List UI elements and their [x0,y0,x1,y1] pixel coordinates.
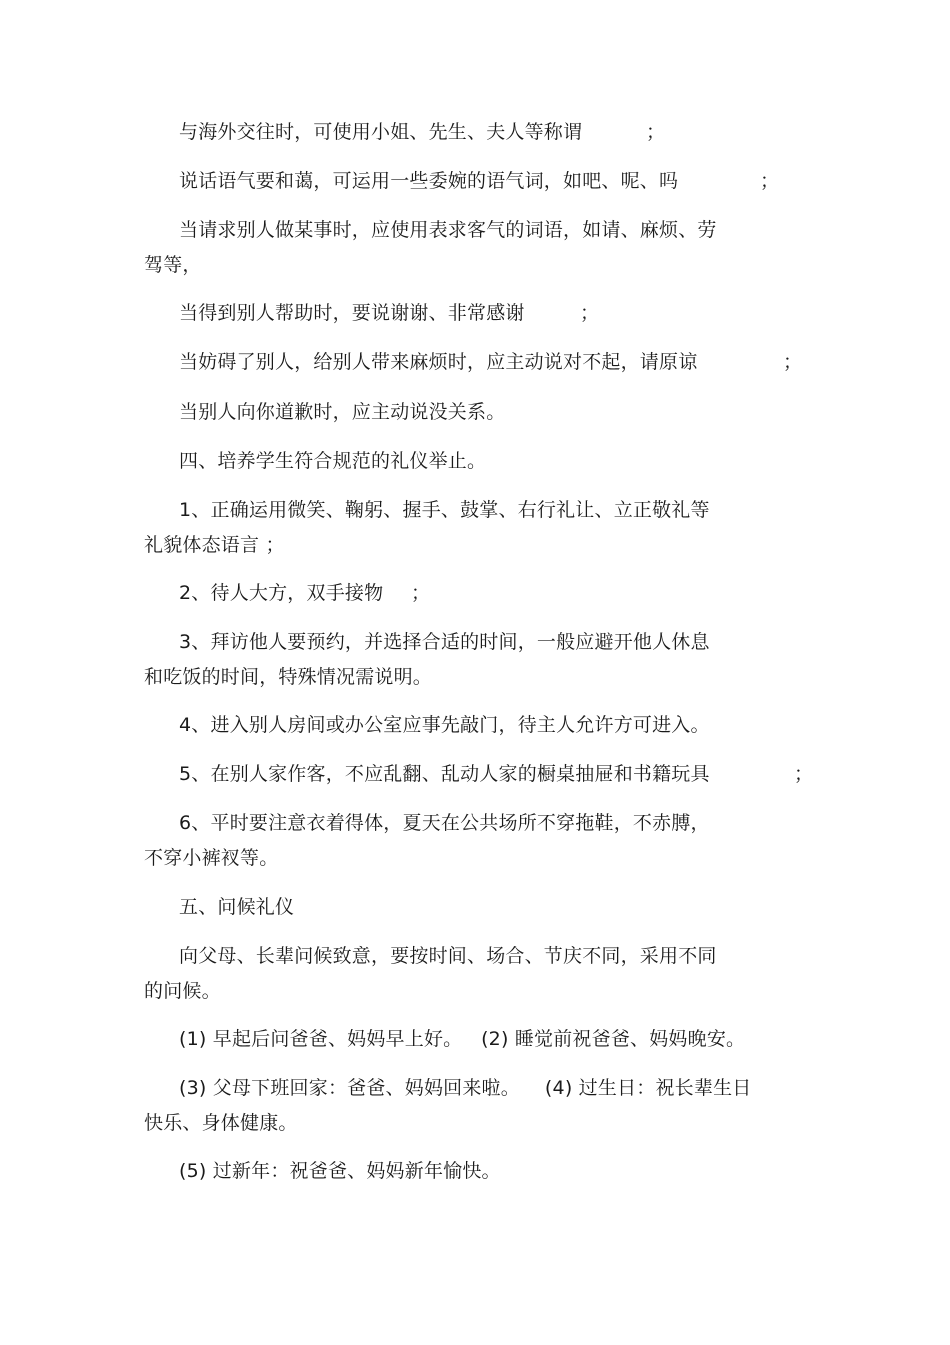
section-heading: 四、培养学生符合规范的礼仪举止。 [179,450,487,472]
paragraph-line: 向父母、长辈问候致意，要按时间、场合、节庆不同，采用不同 [179,945,717,967]
list-item-line: 3、拜访他人要预约，并选择合适的时间，一般应避开他人休息 [179,631,710,653]
list-item-line: 1、正确运用微笑、鞠躬、握手、鼓掌、右行礼让、立正敬礼等 [179,499,710,521]
list-item-line: 5、在别人家作客，不应乱翻、乱动人家的橱桌抽屉和书籍玩具 [179,763,710,785]
paragraph-semicolon: ； [783,351,803,373]
greeting-item-line: (3) 父母下班回家：爸爸、妈妈回来啦。 (4) 过生日：祝长辈生日 [179,1077,752,1099]
paragraph-line: 当得到别人帮助时，要说谢谢、非常感谢 [179,302,525,324]
paragraph-line: 当妨碍了别人，给别人带来麻烦时，应主动说对不起，请原谅 [179,351,698,373]
paragraph-line: 与海外交往时，可使用小姐、先生、夫人等称谓 [179,121,583,143]
greeting-item-line: 快乐、身体健康。 [144,1112,298,1134]
paragraph-semicolon: ； [580,302,600,324]
list-item-line: 4、进入别人房间或办公室应事先敲门，待主人允许方可进入。 [179,714,710,736]
list-item-line: 2、待人大方，双手接物 [179,582,384,604]
paragraph-line: 当请求别人做某事时，应使用表求客气的词语，如请、麻烦、劳 [179,219,717,241]
paragraph-semicolon: ； [411,582,431,604]
paragraph-line: 驾等， [144,254,202,276]
paragraph-semicolon: ； [794,763,814,785]
greeting-item-line: (1) 早起后问爸爸、妈妈早上好。 (2) 睡觉前祝爸爸、妈妈晚安。 [179,1028,746,1050]
paragraph-semicolon: ； [760,170,780,192]
greeting-item-line: (5) 过新年：祝爸爸、妈妈新年愉快。 [179,1160,501,1182]
list-item-line: 不穿小裤衩等。 [144,847,279,869]
paragraph-line: 当别人向你道歉时，应主动说没关系。 [179,401,506,423]
list-item-line: 礼貌体态语言 ； [144,534,285,556]
list-item-line: 6、平时要注意衣着得体，夏天在公共场所不穿拖鞋，不赤膊， [179,812,710,834]
paragraph-line: 说话语气要和蔼，可运用一些委婉的语气词，如吧、呢、吗 [179,170,679,192]
paragraph-semicolon: ； [646,121,666,143]
paragraph-line: 的问候。 [144,980,221,1002]
list-item-line: 和吃饭的时间，特殊情况需说明。 [144,666,433,688]
section-heading: 五、问候礼仪 [179,896,295,918]
